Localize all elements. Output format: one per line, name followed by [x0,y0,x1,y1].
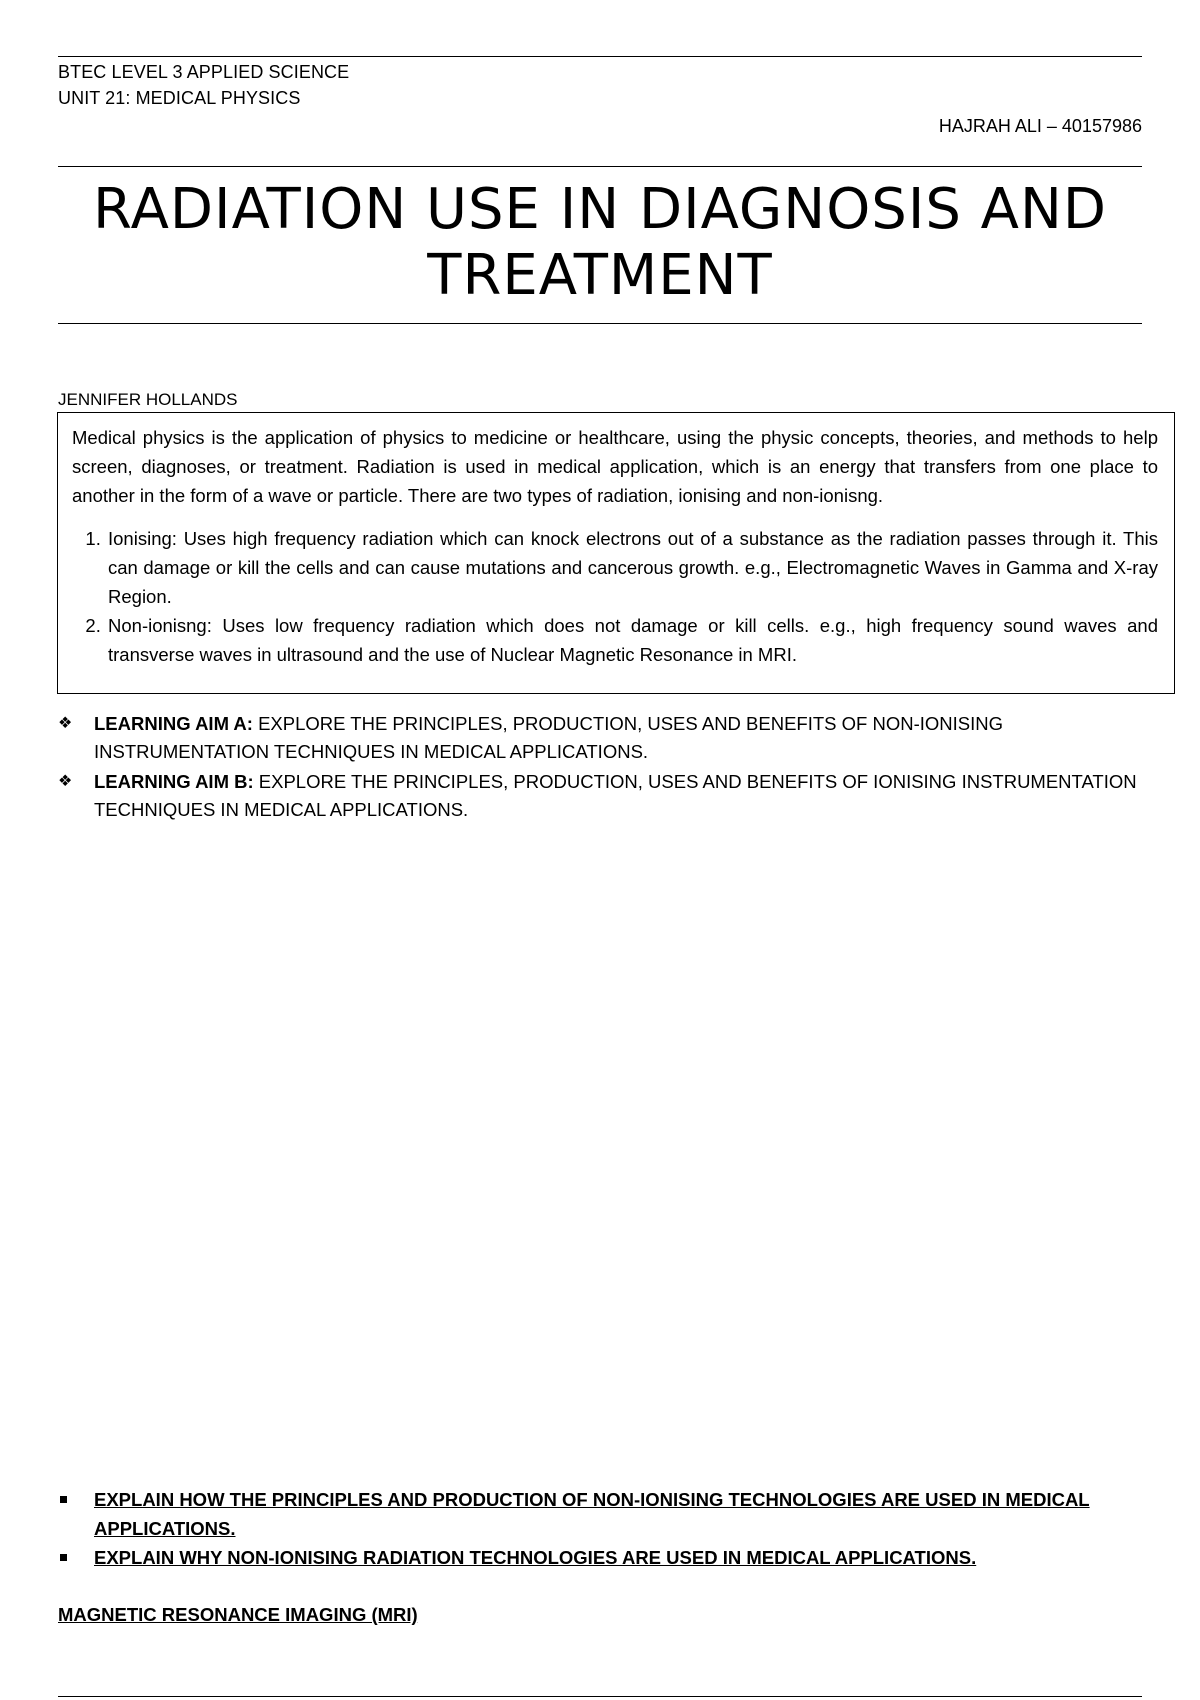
student-name-id: HAJRAH ALI – 40157986 [938,116,1142,136]
task-text: EXPLAIN HOW THE PRINCIPLES AND PRODUCTION OF NON-IONISING TECHNOLOGIES ARE USED IN MEDICAL APPLICATIONS. [94,1489,1090,1539]
task-item [58,1543,1142,1572]
diamond-bullet-icon: ❖ [58,773,73,790]
learning-aim-a [58,710,1142,766]
page-bottom-rule [58,1696,1142,1697]
learning-aim-a-label: LEARNING AIM A: [94,713,253,734]
unit-name: UNIT 21: MEDICAL PHYSICS [58,88,301,108]
square-bullet-icon [60,1496,67,1503]
diamond-bullet-icon: ❖ [58,715,73,732]
radiation-type-non-ionising: 2. Non-ionisng: Uses low frequency radiation which does not damage or kill cells. e.g., high frequency sound waves and transverse waves in ultrasound and the use of Nuclear Magnetic Resonance in MRI. [106,611,1158,669]
intro-paragraph: Medical physics is the application of physics to medicine or healthcare, using the physic concepts, theories, and methods to help screen, diagnoses, or treatment. Radiation is used in medical application, which is an energy that transfers from one place to another in the form of a wave or particle. There are two types of radiation, ionising and non-ionisng. [72,427,1158,506]
learning-aim-b [58,768,1142,824]
learning-aims-list [58,710,1142,826]
square-bullet-icon [60,1554,67,1561]
document-title [58,177,1142,309]
title-line-1: RADIATION USE IN DIAGNOSIS AND [92,177,1108,242]
header-bottom-rule [58,166,1142,167]
radiation-type-ionising: 1. Ionising: Uses high frequency radiation which can knock electrons out of a substance as the radiation passes through it. This can damage or kill the cells and can cause mutations and cancerous growth. e.g., Electromagnetic Waves in Gamma and X-ray Region. [106,524,1158,611]
learning-aim-a-text: EXPLORE THE PRINCIPLES, PRODUCTION, USES AND BENEFITS OF NON-IONISING INSTRUMENTATION TECHNIQUES IN MEDICAL APPLICATIONS. [94,713,1004,762]
title-line-2: TREATMENT [427,243,773,308]
radiation-types-list [72,524,1158,669]
header-top-rule [58,56,1142,57]
task-list [58,1485,1142,1572]
course-name: BTEC LEVEL 3 APPLIED SCIENCE [58,62,350,82]
introduction-box [57,412,1175,694]
task-item [58,1485,1142,1543]
learning-aim-b-label: LEARNING AIM B: [94,771,254,792]
author-name: JENNIFER HOLLANDS [58,390,238,409]
title-bottom-rule [58,323,1142,324]
section-heading-mri: MAGNETIC RESONANCE IMAGING (MRI) [58,1604,418,1625]
task-text: EXPLAIN WHY NON-IONISING RADIATION TECHNOLOGIES ARE USED IN MEDICAL APPLICATIONS. [94,1547,977,1568]
learning-aim-b-text: EXPLORE THE PRINCIPLES, PRODUCTION, USES AND BENEFITS OF IONISING INSTRUMENTATION TECHNIQUES IN MEDICAL APPLICATIONS. [94,771,1137,820]
